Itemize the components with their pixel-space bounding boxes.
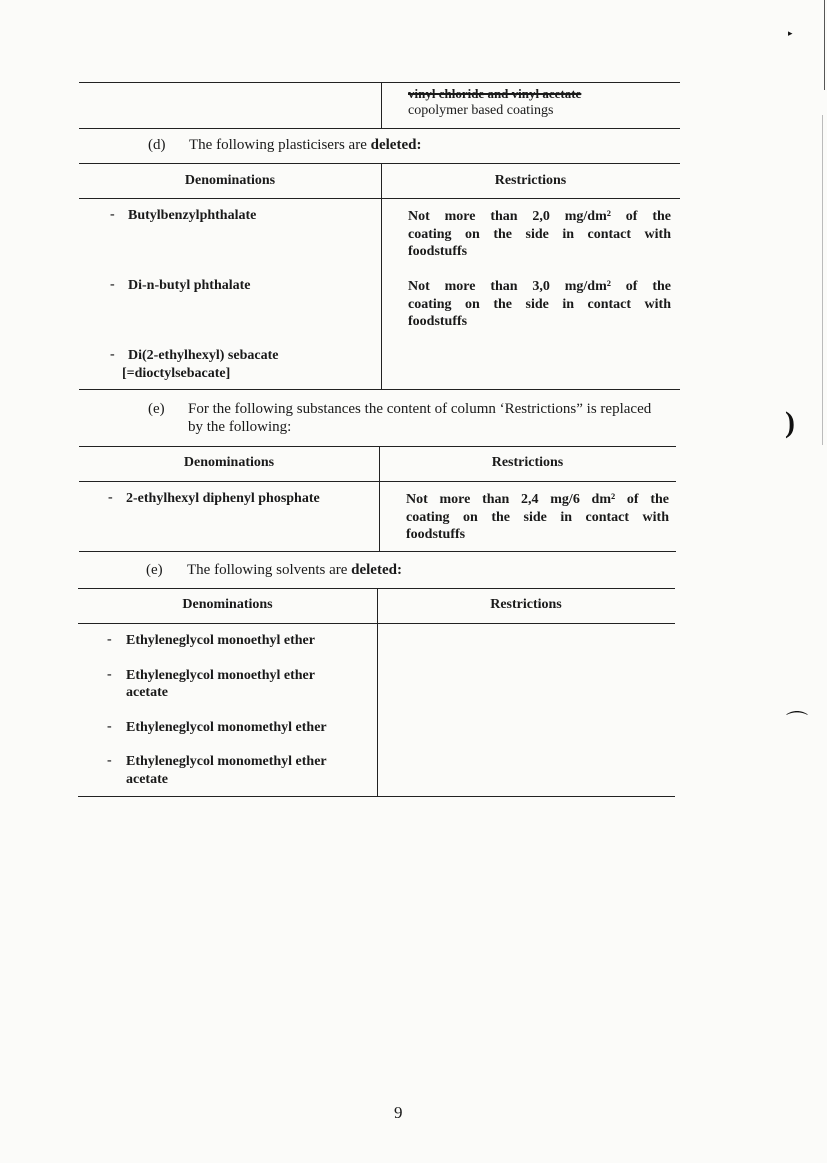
table-e1-bottom-rule — [79, 551, 676, 552]
table-e1-row1-name: 2-ethylhexyl diphenyl phosphate — [126, 491, 320, 506]
section-e1-marker: (e) — [148, 401, 165, 417]
struck-text: vinyl chloride and vinyl acetate — [408, 86, 582, 101]
table-d-divider — [381, 163, 382, 389]
section-d-intro-text: The following plasticisers are — [189, 137, 367, 153]
table-d-row2-name: Di-n-butyl phthalate — [128, 278, 251, 293]
table-e2-header-rule — [78, 623, 675, 624]
table-e2-header-restrictions: Restrictions — [490, 597, 562, 612]
table-e1-row1-restriction-l1: Not more than 2,4 mg/6 dm² of the — [406, 492, 669, 507]
scan-mark-bracket: ) — [785, 406, 795, 439]
table-row-dash: - — [110, 347, 115, 362]
table-d-header-rule — [79, 198, 680, 199]
table-e1-header-denominations: Denominations — [183, 455, 275, 470]
table-row-dash: - — [107, 632, 112, 647]
table-row-dash: - — [107, 753, 112, 768]
scan-edge-line — [824, 0, 825, 90]
table-d-header-denominations: Denominations — [184, 173, 276, 188]
table-d-row2-restriction-l1: Not more than 3,0 mg/dm² of the — [408, 279, 671, 294]
table-d-row3-name-l1: Di(2-ethylhexyl) sebacate — [128, 348, 279, 363]
table-e2-row2-name-l1: Ethyleneglycol monoethyl ether — [126, 668, 315, 683]
section-e1-intro-l2: by the following: — [188, 419, 292, 435]
table-d-row3-name-l2: [=dioctylsebacate] — [122, 366, 231, 381]
table-e2-row2-name-l2: acetate — [126, 685, 168, 700]
table-e2-bottom-rule — [78, 796, 675, 797]
table-e2-row1-name: Ethyleneglycol monoethyl ether — [126, 633, 315, 648]
table-e2-row4-name-l2: acetate — [126, 772, 168, 787]
table-d-row1-name: Butylbenzylphthalate — [128, 208, 257, 223]
scan-mark-hook: ⌒ — [786, 710, 809, 735]
table-row-dash: - — [107, 719, 112, 734]
section-d-intro — [189, 137, 421, 154]
page-number: 9 — [394, 1103, 403, 1122]
table-d-row1-restriction-l1: Not more than 2,0 mg/dm² of the — [408, 209, 671, 224]
table-row-dash: - — [110, 207, 115, 222]
scan-mark-triangle: ▸ — [788, 28, 793, 38]
table-e1-row1-restriction-l2: coating on the side in contact with — [406, 510, 669, 525]
table-d-header-restrictions: Restrictions — [494, 173, 567, 188]
table-d-bottom-rule — [79, 389, 680, 390]
scan-edge-line-2 — [822, 115, 823, 445]
top-bottom-rule — [79, 128, 680, 129]
table-e1-row1-restriction-l3: foodstuffs — [406, 527, 466, 542]
table-row-dash: - — [108, 490, 113, 505]
table-d-row2-restriction-l2: coating on the side in contact with — [408, 297, 671, 312]
copolymer-text: copolymer based coatings — [408, 103, 554, 118]
table-e2-divider — [377, 588, 378, 796]
table-d-row1-restriction-l3: foodstuffs — [408, 244, 468, 259]
top-divider — [381, 82, 382, 128]
table-e2-row3-name: Ethyleneglycol monomethyl ether — [126, 720, 327, 735]
section-d-marker: (d) — [148, 137, 166, 153]
table-row-dash: - — [110, 277, 115, 292]
section-e2-deleted: deleted: — [351, 562, 402, 578]
table-row-dash: - — [107, 667, 112, 682]
table-d-row1-restriction-l2: coating on the side in contact with — [408, 227, 671, 242]
section-d-deleted: deleted: — [370, 137, 422, 153]
top-rule — [79, 82, 680, 83]
table-e1-header-restrictions: Restrictions — [491, 455, 564, 470]
table-d-row2-restriction-l3: foodstuffs — [408, 314, 468, 329]
section-e2-intro — [187, 562, 402, 579]
table-e1-header-rule — [79, 481, 676, 482]
table-e1-top-rule — [79, 446, 676, 447]
table-d-top-rule — [79, 163, 680, 164]
section-e1-intro-l1: For the following substances the content of column ‘Restrictions” is replaced — [188, 401, 652, 417]
section-e2-intro-text: The following solvents are — [187, 562, 348, 578]
table-e2-row4-name-l1: Ethyleneglycol monomethyl ether — [126, 754, 327, 769]
section-e2-marker: (e) — [146, 562, 163, 578]
table-e2-header-denominations: Denominations — [182, 597, 273, 612]
